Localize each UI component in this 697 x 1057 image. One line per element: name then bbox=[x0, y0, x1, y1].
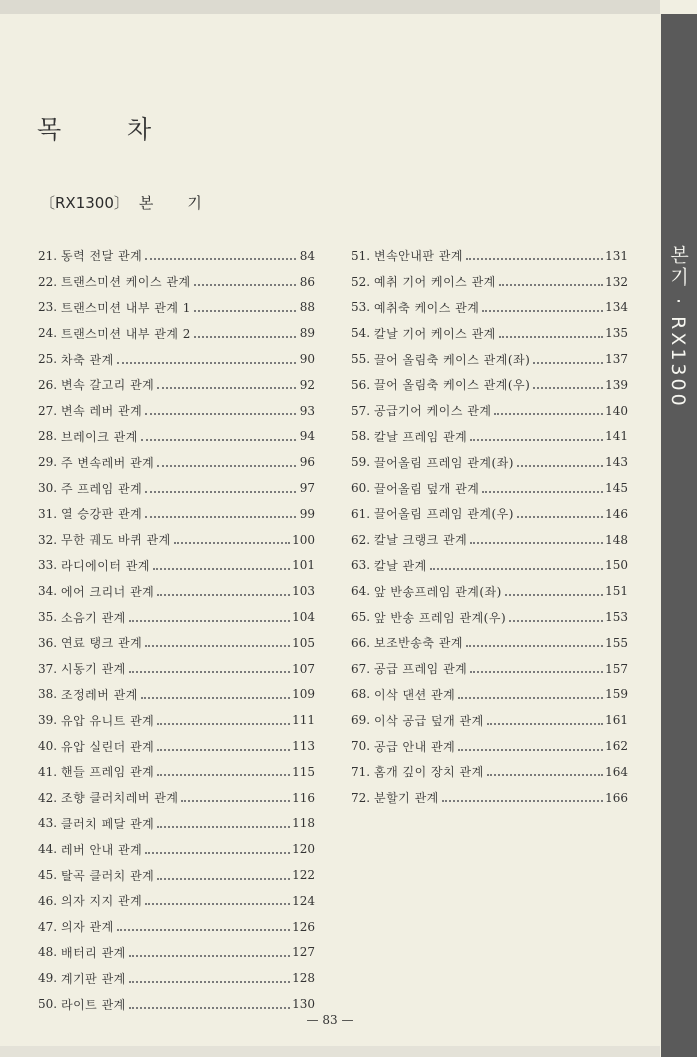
toc-entry bbox=[351, 346, 628, 372]
dot-leader bbox=[466, 257, 603, 260]
toc-entry bbox=[351, 475, 628, 501]
dot-leader bbox=[494, 412, 603, 415]
toc-entry-number: 59. bbox=[351, 455, 371, 470]
toc-entry-page: 140 bbox=[605, 403, 628, 418]
dot-leader bbox=[430, 567, 603, 570]
toc-entry-number: 34. bbox=[38, 584, 58, 599]
toc-entry-number: 22. bbox=[38, 274, 58, 289]
toc-entry-title: 배터리 관계 bbox=[61, 945, 126, 960]
toc-entry-page: 150 bbox=[605, 558, 628, 573]
toc-entry-number: 43. bbox=[38, 816, 58, 831]
toc-entry-number: 35. bbox=[38, 610, 58, 625]
toc-entry bbox=[38, 888, 315, 914]
toc-entry-page: 89 bbox=[299, 326, 315, 341]
toc-entry bbox=[38, 372, 315, 398]
toc-entry bbox=[351, 449, 628, 475]
toc-entry-number: 71. bbox=[351, 764, 371, 779]
toc-entry bbox=[351, 785, 628, 811]
toc-entry-title: 칼날 프레임 관계 bbox=[374, 429, 468, 444]
toc-entry-title: 주 변속레버 관계 bbox=[61, 455, 155, 470]
toc-entry bbox=[351, 424, 628, 450]
dot-leader bbox=[141, 438, 296, 441]
dot-leader bbox=[129, 619, 290, 622]
toc-entry-page: 159 bbox=[605, 687, 628, 702]
dot-leader bbox=[145, 851, 290, 854]
dot-leader bbox=[458, 748, 603, 751]
toc-entry-page: 124 bbox=[292, 893, 315, 908]
toc-entry bbox=[38, 733, 315, 759]
toc-entry-title: 변속안내판 관계 bbox=[374, 249, 463, 264]
toc-entry-number: 30. bbox=[38, 481, 58, 496]
toc-entry-page: 166 bbox=[605, 790, 628, 805]
dot-leader bbox=[487, 722, 603, 725]
toc-entry bbox=[351, 320, 628, 346]
toc-entry-number: 39. bbox=[38, 713, 58, 728]
toc-entry-title: 탈곡 클러치 관계 bbox=[61, 868, 155, 883]
toc-entry-number: 44. bbox=[38, 842, 58, 857]
toc-entry-page: 96 bbox=[299, 455, 315, 470]
toc-entry bbox=[38, 527, 315, 553]
toc-entry-page: 131 bbox=[605, 248, 628, 263]
toc-entry-title: 클러치 페달 관계 bbox=[61, 816, 155, 831]
toc-entry-page: 97 bbox=[299, 481, 315, 496]
toc-entry-title: 공급 안내 관계 bbox=[374, 739, 456, 754]
toc-entry-number: 61. bbox=[351, 506, 371, 521]
toc-entry-number: 23. bbox=[38, 300, 58, 315]
toc-entry-page: 135 bbox=[605, 326, 628, 341]
toc-entry-page: 161 bbox=[605, 713, 628, 728]
page-title-left: 목 bbox=[37, 115, 62, 144]
toc-entry-page: 99 bbox=[299, 506, 315, 521]
toc-entry-title: 소음기 관계 bbox=[61, 610, 126, 625]
toc-entry-title: 라디에이터 관계 bbox=[61, 558, 150, 573]
toc-entry-page: 141 bbox=[605, 429, 628, 444]
toc-entry-title: 브레이크 관계 bbox=[61, 429, 138, 444]
toc-entry bbox=[38, 424, 315, 450]
toc-entry-title: 라이트 관계 bbox=[61, 997, 126, 1012]
toc-entry-number: 29. bbox=[38, 455, 58, 470]
dot-leader bbox=[194, 335, 296, 338]
toc-entry-title: 의자 관계 bbox=[61, 920, 114, 935]
toc-entry bbox=[38, 811, 315, 837]
toc-entry-page: 94 bbox=[299, 429, 315, 444]
toc-entry-title: 주 프레임 관계 bbox=[61, 481, 143, 496]
toc-entry-number: 27. bbox=[38, 403, 58, 418]
dot-leader bbox=[458, 696, 603, 699]
toc-entry-page: 100 bbox=[292, 532, 315, 547]
toc-entry-number: 32. bbox=[38, 532, 58, 547]
toc-entry bbox=[38, 269, 315, 295]
toc-entry-title: 핸들 프레임 관계 bbox=[61, 765, 155, 780]
toc-entry-number: 53. bbox=[351, 300, 371, 315]
dot-leader bbox=[145, 644, 290, 647]
toc-entry-title: 차축 관계 bbox=[61, 352, 114, 367]
dot-leader bbox=[145, 902, 290, 905]
dot-leader bbox=[194, 309, 296, 312]
toc-entry-number: 31. bbox=[38, 506, 58, 521]
toc-entry-title: 조향 클러치레버 관계 bbox=[61, 791, 179, 806]
toc-entry-page: 157 bbox=[605, 661, 628, 676]
toc-entry bbox=[351, 295, 628, 321]
toc-entry bbox=[351, 527, 628, 553]
toc-entry-page: 88 bbox=[299, 300, 315, 315]
section-word-1: 본 bbox=[138, 194, 154, 212]
toc-entry-page: 113 bbox=[292, 739, 315, 754]
toc-entry-number: 54. bbox=[351, 326, 371, 341]
toc-entry-title: 공급기어 케이스 관계 bbox=[374, 404, 492, 419]
dot-leader bbox=[194, 283, 296, 286]
toc-entry-title: 끌어 올림축 케이스 관계(좌) bbox=[374, 352, 531, 367]
toc-entry-title: 레버 안내 관계 bbox=[61, 842, 143, 857]
toc-entry-title: 공급 프레임 관계 bbox=[374, 662, 468, 677]
toc-entry-title: 끌어올림 프레임 관계(좌) bbox=[374, 455, 514, 470]
toc-entry-number: 40. bbox=[38, 739, 58, 754]
side-tab bbox=[661, 14, 697, 1057]
toc-entry-page: 84 bbox=[299, 248, 315, 263]
dot-leader bbox=[533, 361, 603, 364]
toc-entry-page: 146 bbox=[605, 506, 628, 521]
toc-entry-number: 36. bbox=[38, 635, 58, 650]
toc-entry bbox=[38, 501, 315, 527]
toc-entry-page: 111 bbox=[292, 713, 315, 728]
toc-entry bbox=[351, 398, 628, 424]
dot-leader bbox=[157, 593, 290, 596]
toc-entry-title: 동력 전달 관계 bbox=[61, 249, 143, 264]
toc-entry-number: 48. bbox=[38, 945, 58, 960]
toc-entry-page: 155 bbox=[605, 635, 628, 650]
toc-entry-page: 151 bbox=[605, 584, 628, 599]
toc-entry-page: 115 bbox=[292, 764, 315, 779]
toc-entry-number: 28. bbox=[38, 429, 58, 444]
toc-entry-page: 101 bbox=[292, 558, 315, 573]
dot-leader bbox=[517, 464, 603, 467]
toc-entry bbox=[38, 398, 315, 424]
toc-entry bbox=[351, 578, 628, 604]
toc-entry bbox=[38, 862, 315, 888]
toc-entry bbox=[351, 707, 628, 733]
toc-entry bbox=[38, 836, 315, 862]
toc-entry-title: 앞 반송프레임 관계(좌) bbox=[374, 584, 502, 599]
toc-entry-number: 66. bbox=[351, 635, 371, 650]
toc-entry-title: 예취 기어 케이스 관계 bbox=[374, 275, 496, 290]
toc-entry-title: 변속 갈고리 관계 bbox=[61, 378, 155, 393]
toc-entry-title: 트랜스미션 케이스 관계 bbox=[61, 275, 191, 290]
toc-entry-title: 앞 반송 프레임 관계(우) bbox=[374, 610, 507, 625]
dot-leader bbox=[129, 980, 290, 983]
dot-leader bbox=[517, 515, 603, 518]
page-title-right: 차 bbox=[127, 115, 152, 144]
toc-entry-title: 분할기 관계 bbox=[374, 791, 439, 806]
toc-entry-title: 이삭 공급 덮개 관계 bbox=[374, 713, 484, 728]
toc-entry-number: 58. bbox=[351, 429, 371, 444]
dot-leader bbox=[470, 541, 603, 544]
toc-entry bbox=[38, 553, 315, 579]
toc-entry-page: 104 bbox=[292, 610, 315, 625]
toc-entry-page: 137 bbox=[605, 352, 628, 367]
dot-leader bbox=[153, 567, 290, 570]
toc-entry-number: 67. bbox=[351, 661, 371, 676]
dot-leader bbox=[157, 877, 290, 880]
dot-leader bbox=[145, 257, 296, 260]
dot-leader bbox=[509, 619, 603, 622]
toc-entry-title: 의자 지지 관계 bbox=[61, 894, 143, 909]
toc-entry-number: 33. bbox=[38, 558, 58, 573]
toc-entry bbox=[351, 733, 628, 759]
toc-entry-title: 트랜스미션 내부 관계 2 bbox=[61, 326, 191, 341]
toc-entry-page: 126 bbox=[292, 919, 315, 934]
toc-entry-number: 52. bbox=[351, 274, 371, 289]
toc-entry bbox=[351, 604, 628, 630]
section-model-label: 〔RX1300〕 bbox=[40, 194, 129, 212]
toc-entry-number: 21. bbox=[38, 248, 58, 263]
toc-entry-number: 62. bbox=[351, 532, 371, 547]
dot-leader bbox=[117, 928, 290, 931]
toc-entry-page: 145 bbox=[605, 481, 628, 496]
toc-entry bbox=[351, 630, 628, 656]
toc-entry bbox=[351, 372, 628, 398]
toc-entry-number: 49. bbox=[38, 971, 58, 986]
toc-entry bbox=[38, 682, 315, 708]
toc-entry-number: 38. bbox=[38, 687, 58, 702]
dot-leader bbox=[145, 515, 296, 518]
bottom-shadow-band bbox=[0, 1046, 660, 1057]
section-heading bbox=[40, 192, 202, 213]
toc-entry-number: 47. bbox=[38, 919, 58, 934]
toc-entry-number: 41. bbox=[38, 764, 58, 779]
toc-entry-title: 칼날 관계 bbox=[374, 558, 427, 573]
dot-leader bbox=[181, 799, 290, 802]
toc-entry bbox=[38, 604, 315, 630]
toc-entry-number: 63. bbox=[351, 558, 371, 573]
toc-entry-title: 열 승강판 관계 bbox=[61, 507, 143, 522]
dot-leader bbox=[145, 412, 296, 415]
toc-entry bbox=[351, 501, 628, 527]
toc-entry-page: 164 bbox=[605, 764, 628, 779]
toc-entry-page: 148 bbox=[605, 532, 628, 547]
dot-leader bbox=[499, 283, 603, 286]
toc-entry-page: 109 bbox=[292, 687, 315, 702]
toc-entry-page: 116 bbox=[292, 790, 315, 805]
toc-entry-title: 유압 실린더 관계 bbox=[61, 739, 155, 754]
toc-entry-number: 60. bbox=[351, 481, 371, 496]
toc-entry bbox=[38, 630, 315, 656]
page-number: — 83 — bbox=[306, 1013, 354, 1027]
toc-entry bbox=[351, 656, 628, 682]
toc-entry-title: 끌어올림 프레임 관계(우) bbox=[374, 507, 514, 522]
toc-entry-title: 칼날 기어 케이스 관계 bbox=[374, 326, 496, 341]
toc-entry-number: 64. bbox=[351, 584, 371, 599]
toc-entry-title: 홈개 깊이 장치 관계 bbox=[374, 765, 484, 780]
toc-entry-page: 122 bbox=[292, 868, 315, 883]
toc-entry-page: 153 bbox=[605, 610, 628, 625]
toc-entry-page: 90 bbox=[299, 352, 315, 367]
toc-entry bbox=[38, 940, 315, 966]
toc-entry-page: 107 bbox=[292, 661, 315, 676]
toc-entry-title: 유압 유니트 관계 bbox=[61, 713, 155, 728]
toc-entry-page: 139 bbox=[605, 377, 628, 392]
toc-entry-page: 103 bbox=[292, 584, 315, 599]
toc-entry bbox=[351, 682, 628, 708]
dot-leader bbox=[505, 593, 603, 596]
toc-entry bbox=[38, 759, 315, 785]
toc-entry bbox=[38, 578, 315, 604]
toc-entry-title: 연료 탱크 관계 bbox=[61, 636, 143, 651]
dot-leader bbox=[174, 541, 290, 544]
dot-leader bbox=[499, 335, 603, 338]
toc-entry bbox=[38, 475, 315, 501]
toc-entry-number: 37. bbox=[38, 661, 58, 676]
dot-leader bbox=[482, 309, 603, 312]
toc-entry bbox=[38, 965, 315, 991]
toc-entry-page: 86 bbox=[299, 274, 315, 289]
toc-entry-number: 65. bbox=[351, 610, 371, 625]
toc-entry-page: 162 bbox=[605, 739, 628, 754]
toc-entry-page: 92 bbox=[299, 377, 315, 392]
toc-entry bbox=[38, 243, 315, 269]
toc-entry-number: 57. bbox=[351, 403, 371, 418]
toc-entry-number: 45. bbox=[38, 868, 58, 883]
toc-entry-number: 56. bbox=[351, 377, 371, 392]
toc-entry-title: 무한 궤도 바퀴 관계 bbox=[61, 533, 171, 548]
dot-leader bbox=[157, 773, 290, 776]
toc-entry-title: 보조반송축 관계 bbox=[374, 636, 463, 651]
dot-leader bbox=[482, 490, 603, 493]
toc-entry-number: 51. bbox=[351, 248, 371, 263]
toc-entry-page: 120 bbox=[292, 842, 315, 857]
toc-entry-title: 계기판 관계 bbox=[61, 971, 126, 986]
dot-leader bbox=[487, 773, 603, 776]
dot-leader bbox=[157, 748, 290, 751]
toc-entry-number: 70. bbox=[351, 739, 371, 754]
toc-entry bbox=[38, 320, 315, 346]
toc-entry bbox=[351, 269, 628, 295]
dot-leader bbox=[533, 386, 603, 389]
toc-entry-title: 에어 크리너 관계 bbox=[61, 584, 155, 599]
dot-leader bbox=[129, 1006, 290, 1009]
toc-entry-number: 26. bbox=[38, 377, 58, 392]
toc-entry-page: 130 bbox=[292, 997, 315, 1011]
toc-entry-page: 134 bbox=[605, 300, 628, 315]
toc-entry-page: 128 bbox=[292, 971, 315, 986]
dot-leader bbox=[141, 696, 290, 699]
side-tab-label: 본기 · RX1300 bbox=[667, 245, 689, 409]
dot-leader bbox=[470, 670, 603, 673]
toc-entry bbox=[38, 785, 315, 811]
section-word-2: 기 bbox=[187, 194, 202, 212]
toc-entry-title: 예취축 케이스 관계 bbox=[374, 300, 480, 315]
toc-entry-title: 칼날 크랭크 관계 bbox=[374, 533, 468, 548]
toc-column-right bbox=[351, 243, 628, 811]
toc-entry-page: 118 bbox=[292, 816, 315, 831]
toc-entry-title: 끌어올림 덮개 관계 bbox=[374, 481, 480, 496]
dot-leader bbox=[470, 438, 603, 441]
toc-entry-title: 변속 레버 관계 bbox=[61, 404, 143, 419]
toc-entry-number: 55. bbox=[351, 352, 371, 367]
toc-entry-number: 72. bbox=[351, 790, 371, 805]
dot-leader bbox=[466, 644, 603, 647]
toc-entry-number: 46. bbox=[38, 893, 58, 908]
toc-entry-number: 50. bbox=[38, 997, 58, 1011]
dot-leader bbox=[157, 464, 296, 467]
dot-leader bbox=[157, 722, 290, 725]
toc-entry-title: 시동기 관계 bbox=[61, 662, 126, 677]
dot-leader bbox=[442, 799, 603, 802]
toc-entry-page: 132 bbox=[605, 274, 628, 289]
dot-leader bbox=[145, 490, 296, 493]
toc-entry-number: 69. bbox=[351, 713, 371, 728]
dot-leader bbox=[117, 361, 296, 364]
toc-entry-number: 42. bbox=[38, 790, 58, 805]
toc-entry bbox=[351, 553, 628, 579]
toc-entry bbox=[38, 295, 315, 321]
toc-column-left bbox=[38, 243, 315, 1017]
toc-entry bbox=[38, 449, 315, 475]
toc-entry-page: 93 bbox=[299, 403, 315, 418]
toc-entry-number: 68. bbox=[351, 687, 371, 702]
toc-entry-page: 105 bbox=[292, 635, 315, 650]
toc-entry bbox=[38, 346, 315, 372]
toc-entry bbox=[38, 707, 315, 733]
toc-entry bbox=[351, 243, 628, 269]
toc-entry-title: 트랜스미션 내부 관계 1 bbox=[61, 300, 191, 315]
toc-entry bbox=[38, 914, 315, 940]
dot-leader bbox=[157, 386, 296, 389]
toc-entry bbox=[38, 656, 315, 682]
toc-entry bbox=[351, 759, 628, 785]
toc-entry-title: 이삭 댄션 관계 bbox=[374, 687, 456, 702]
toc-entry-number: 24. bbox=[38, 326, 58, 341]
dot-leader bbox=[129, 670, 290, 673]
dot-leader bbox=[157, 825, 290, 828]
toc-entry-title: 조정레버 관계 bbox=[61, 687, 138, 702]
dot-leader bbox=[129, 954, 290, 957]
top-shadow-band bbox=[0, 0, 660, 14]
toc-entry-page: 143 bbox=[605, 455, 628, 470]
toc-entry-title: 끌어 올림축 케이스 관계(우) bbox=[374, 378, 531, 393]
toc-entry-number: 25. bbox=[38, 352, 58, 367]
toc-entry-page: 127 bbox=[292, 945, 315, 960]
